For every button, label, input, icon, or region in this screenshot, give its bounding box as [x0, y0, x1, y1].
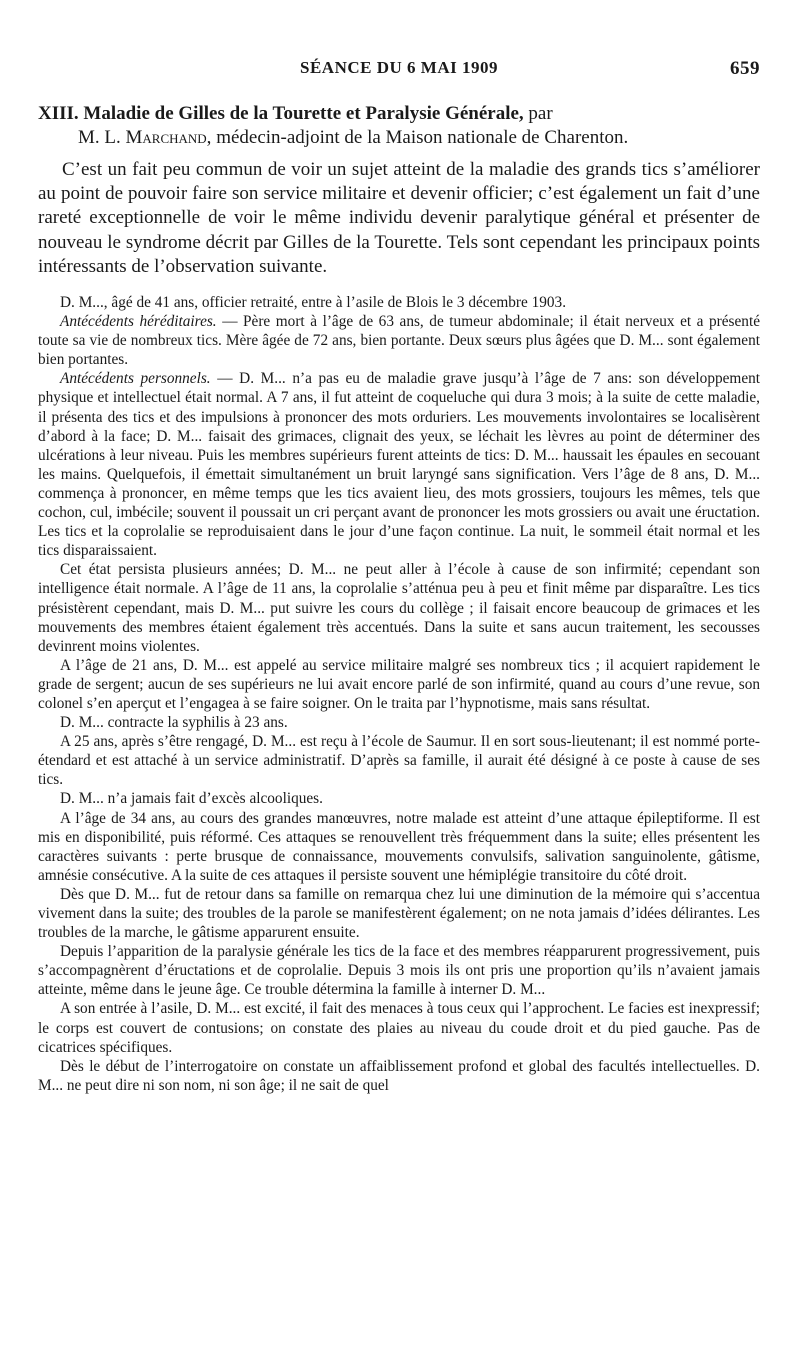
running-head: [38, 58, 760, 86]
author-affiliation: médecin-adjoint de la Maison nationale de Charenton.: [216, 127, 629, 148]
observation: [38, 293, 760, 1095]
obs-paragraph-13: Dès le début de l’interrogatoire on constate un affaiblissement profond et global des facultés intellectuelles. D. M... ne peut dire ni son nom, ni son âge; il ne sait de quel: [38, 1057, 760, 1094]
heredity-text: — Père mort à l’âge de 63 ans, de tumeur abdominale; il était nerveux et a présenté toute sa vie de nombreux tics. Mère âgée de 72 ans, bien portante. Deux sœurs plus âgées que D. M... sont également bien portantes.: [38, 313, 760, 369]
obs-paragraph-10: Dès que D. M... fut de retour dans sa famille on remarqua chez lui une diminution de la mémoire qui s’accentua vivement dans la suite; des troubles de la parole se manifestèrent également; on ne nota jamais d’idées délirantes. Les troubles de la marche, le gâtisme apparurent ensuite.: [38, 885, 760, 942]
obs-paragraph-7: A 25 ans, après s’être rengagé, D. M... est reçu à l’école de Saumur. Il en sort sous-lieutenant; il est nommé porte-étendard et est attaché à un service administratif. D’après sa famille, il aurait été désigné à ce poste à cause de ses tics.: [38, 733, 760, 789]
personal-history-label: Antécédents personnels.: [60, 370, 211, 388]
obs-paragraph-2: [38, 312, 760, 369]
obs-paragraph-4: Cet état persista plusieurs années; D. M... ne peut aller à l’école à cause de son infirmité; cependant son intelligence était normale. A l’âge de 11 ans, la coprolalie s’atténua peu à peu et finit même par disparaître. Les tics présistèrent cependant, mais D. M... put suivre les cours du collège ; il faisait encore beaucoup de grimaces et les mouvements des membres étaient également très accentués. Dans la suite et sans aucun traitement, les secousses devinrent moins violentes.: [38, 561, 760, 655]
article-par: par: [528, 103, 553, 124]
obs-paragraph-8: D. M... n’a jamais fait d’excès alcooliques.: [60, 790, 323, 808]
article-title: Maladie de Gilles de la Tourette et Paralysie Générale,: [83, 103, 524, 124]
obs-paragraph-12: A son entrée à l’asile, D. M... est excité, il fait des menaces à tous ceux qui l’approchent. Le facies est inexpressif; le corps est couvert de contusions; on constate des plaies au niveau du coude droit et du pied gauche. Pas de cicatrices spécifiques.: [38, 1000, 760, 1056]
obs-paragraph-11: Depuis l’apparition de la paralysie générale les tics de la face et des membres réapparurent progressivement, puis s’accompagnèrent d’éructations et de coprolalie. Depuis 3 mois ils ont pris une proportion qu’ils n’avaient jamais atteinte, même dans le jeune âge. Ce trouble détermina la famille à interner D. M...: [38, 943, 760, 999]
author-line: [38, 126, 760, 150]
article-number: XIII.: [38, 103, 79, 124]
article-heading: [38, 102, 760, 150]
heredity-label: Antécédents héréditaires.: [60, 313, 217, 331]
obs-paragraph-9: A l’âge de 34 ans, au cours des grandes manœuvres, notre malade est atteint d’une attaque épileptiforme. Il est mis en disponibilité, puis réformé. Ces attaques se renouvellent très fréquemment dans la suite; elles présentent les caractères suivants : perte brusque de connaissance, mouvements convulsifs, salivation sanguinolente, gâtisme, amnésie consécutive. A la suite de ces attaques il persiste souvent une hémiplégie transitoire du côté droit.: [38, 809, 760, 884]
page-number: 659: [730, 58, 760, 79]
author-name: Marchand,: [125, 127, 212, 148]
obs-paragraph-1: D. M..., âgé de 41 ans, officier retraité, entre à l’asile de Blois le 3 décembre 1903.: [60, 294, 567, 312]
author-prefix: M. L.: [78, 127, 121, 148]
personal-history-text: — D. M... n’a pas eu de maladie grave jusqu’à l’âge de 7 ans: son développement physique et intellectuel était normal. A 7 ans, il fut atteint de coqueluche qui dura 3 mois; à la suite de cette maladie, il présenta des tics et des impulsions à prononcer des mots orduriers. Les mouvements involontaires se localisèrent d’abord à la face; D. M... faisait des grimaces, clignait des yeux, se léchait les lèvres au point de déterminer des ulcérations à leur niveau. Puis les membres supérieurs furent atteints de tics: D. M... haussait les épaules en secouant les mains. Quelquefois, il émettait simultanément un bruit laryngé sans signification. Vers l’âge de 8 ans, D. M... commença à prononcer, en même temps que les tics avaient lieu, des mots grossiers, toujours les mêmes, tels que cochon, cul, imbécile; souvent il poussait un cri perçant avant de prononcer les mots grossiers ou avait une éructation. Les tics et la coprolalie se reproduisaient dans le jour d’une façon continue. La nuit, le sommeil était normal et les tics disparaissaient.: [38, 370, 761, 560]
intro-paragraph: C’est un fait peu commun de voir un sujet atteint de la maladie des grands tics s’améliorer au point de pouvoir faire son service militaire et devenir officier; c’est également un fait d’une rareté exceptionnelle de voir le même individu devenir paralytique général et présenter de nouveau le syndrome décrit par Gilles de la Tourette. Tels sont cependant les principaux points intéressants de l’observation suivante.: [38, 159, 760, 277]
obs-paragraph-5: A l’âge de 21 ans, D. M... est appelé au service militaire malgré ses nombreux tics ; il acquiert rapidement le grade de sergent; aucun de ses supérieurs ne lui avait encore parlé de son infirmité, quand au cours d’une revue, son colonel s’en aperçut et l’engagea à se faire soigner. On le traita par l’hypnotisme, mais sans résultat.: [38, 656, 760, 712]
obs-paragraph-3: [38, 369, 760, 560]
running-head-title: SÉANCE DU 6 MAI 1909: [300, 58, 498, 77]
obs-paragraph-6: D. M... contracte la syphilis à 23 ans.: [60, 714, 288, 732]
